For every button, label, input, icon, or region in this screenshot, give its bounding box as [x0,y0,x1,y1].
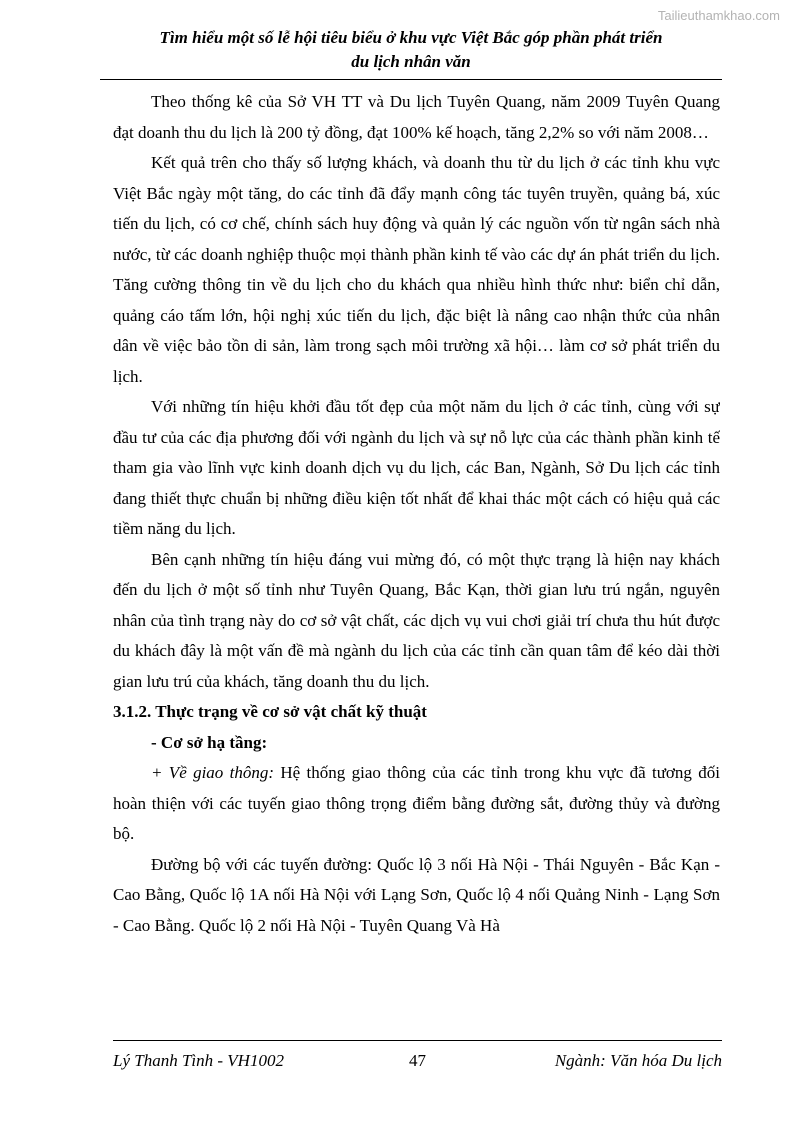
transport-lead-label: + Về giao thông: [151,763,275,782]
footer-author: Lý Thanh Tình - VH1002 [113,1051,284,1070]
transport-paragraph-text: Hệ thống giao thông của các tỉnh trong khu vực đã tương đối hoàn thiện với các tuyến giao thông trọng điểm bằng đường sắt, đường thủy và đường bộ. [113,763,720,843]
paragraph-statistics: Theo thống kê của Sở VH TT và Du lịch Tuyên Quang, năm 2009 Tuyên Quang đạt doanh thu du lịch là 200 tỷ đồng, đạt 100% kế hoạch, tăng 2,2% so với năm 2008… [113,92,720,142]
watermark-text: Tailieuthamkhao.com [657,8,780,23]
page-header [100,26,722,80]
paragraph-roads: Đường bộ với các tuyến đường: Quốc lộ 3 nối Hà Nội - Thái Nguyên - Bắc Kạn - Cao Bằng, Quốc lộ 1A nối Hà Nội với Lạng Sơn, Quốc lộ 4 nối Quảng Ninh - Lạng Sơn - Cao Bằng. Quốc lộ 2 nối Hà Nội - Tuyên Quang Và Hà [113,854,720,935]
subsection-heading-infrastructure: - Cơ sở hạ tầng: [151,732,268,752]
paragraph-results: Kết quả trên cho thấy số lượng khách, và doanh thu từ du lịch ở các tỉnh khu vực Việt Bắc ngày một tăng, do các tỉnh đã đẩy mạnh công tác tuyên truyền, quảng bá, xúc tiến du lịch, có cơ chế, chính sách huy động và quản lý các nguồn vốn từ ngân sách nhà nước, từ các doanh nghiệp thuộc mọi thành phần kinh tế vào các dự án phát triển du lịch. Tăng cường thông tin về du lịch cho du khách qua nhiều hình thức như: biển chỉ dẫn, quảng cáo tấm lớn, hội nghị xúc tiến du lịch, đặc biệt là nâng cao nhận thức của nhân dân về việc bảo tồn di sản, làm trong sạch môi trường xã hội… làm cơ sở phát triển du lịch. [113,153,720,386]
page-footer [113,1040,722,1072]
footer-page-number: 47 [409,1051,426,1070]
header-title-line2: du lịch nhân văn [351,52,471,71]
footer-department: Ngành: Văn hóa Du lịch [554,1051,722,1070]
paragraph-short-stay: Bên cạnh những tín hiệu đáng vui mừng đó, có một thực trạng là hiện nay khách đến du lịch ở một số tỉnh như Tuyên Quang, Bắc Kạn, thời gian lưu trú ngắn, nguyên nhân của tình trạng này do cơ sở vật chất, các dịch vụ vui chơi giải trí chưa thu hút được du khách đây là một vấn đề mà ngành du lịch của các tỉnh cần quan tâm để kéo dài thời gian lưu trú của khách, tăng doanh thu du lịch. [113,549,720,691]
document-body [113,87,720,1035]
section-heading-3-1-2: 3.1.2. Thực trạng về cơ sở vật chất kỹ thuật [113,702,427,721]
header-title-line1: Tìm hiểu một số lễ hội tiêu biểu ở khu vực Việt Bắc góp phần phát triển [159,28,663,47]
paragraph-transport [113,758,720,850]
paragraph-good-signs: Với những tín hiệu khởi đầu tốt đẹp của một năm du lịch ở các tỉnh, cùng với sự đầu tư của các địa phương đối với ngành du lịch và sự nỗ lực của các thành phần kinh tế tham gia vào lĩnh vực kinh doanh dịch vụ du lịch, các Ban, Ngành, Sở Du lịch các tỉnh đang thiết thực chuẩn bị những điều kiện tốt nhất để khai thác một cách có hiệu quả các tiềm năng du lịch. [113,397,720,538]
